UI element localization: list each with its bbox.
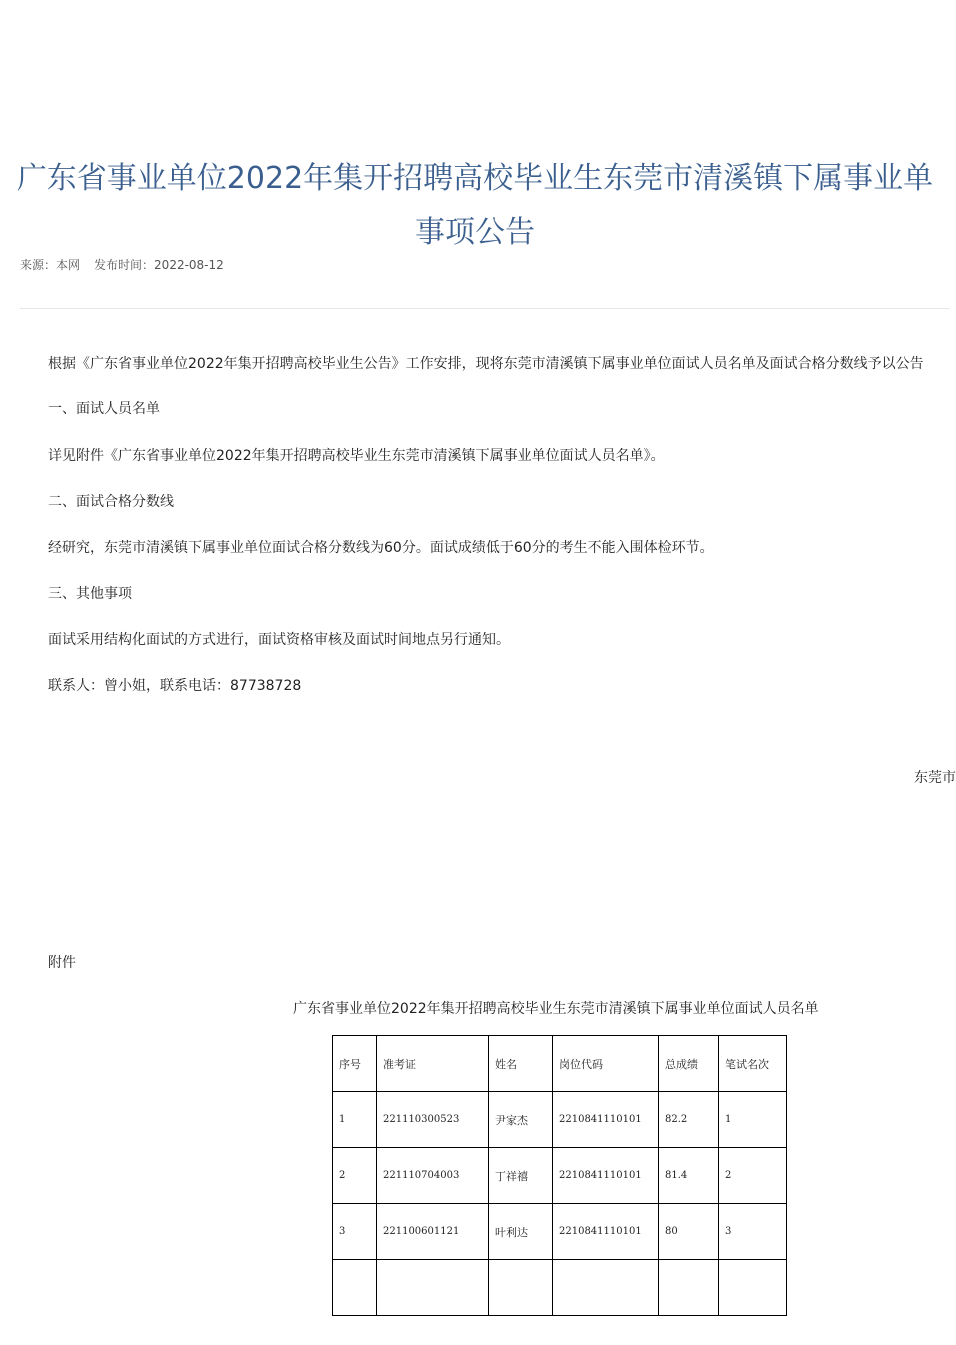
header-cell: 笔试名次 — [719, 1036, 787, 1092]
table-cell: 2 — [333, 1148, 377, 1204]
header-cell: 总成绩 — [659, 1036, 719, 1092]
table-cell: 2210841110101 — [553, 1092, 659, 1148]
table-row — [333, 1204, 787, 1260]
date-value: 2022-08-12 — [154, 258, 224, 272]
intro-paragraph: 根据《广东省事业单位2022年集开招聘高校毕业生公告》工作安排，现将东莞市清溪镇下属事业单位面试人员名单及面试合格分数线予以公告 — [48, 356, 924, 372]
table-title: 广东省事业单位2022年集开招聘高校毕业生东莞市清溪镇下属事业单位面试人员名单 — [293, 1001, 819, 1017]
header-cell: 序号 — [333, 1036, 377, 1092]
signature: 东莞市 — [914, 770, 956, 786]
roster-table — [332, 1035, 787, 1316]
table-row — [333, 1092, 787, 1148]
date-label: 发布时间： — [94, 258, 155, 272]
source-label: 来源： — [20, 258, 57, 272]
table-cell — [377, 1260, 489, 1316]
table-cell — [333, 1260, 377, 1316]
section1-text: 详见附件《广东省事业单位2022年集开招聘高校毕业生东莞市清溪镇下属事业单位面试人员名单》。 — [48, 448, 665, 464]
table-cell: 81.4 — [659, 1148, 719, 1204]
table-cell: 2 — [719, 1148, 787, 1204]
header-cell: 姓名 — [489, 1036, 553, 1092]
table-cell: 尹家杰 — [489, 1092, 553, 1148]
section1-heading: 一、面试人员名单 — [48, 401, 160, 417]
table-cell: 3 — [333, 1204, 377, 1260]
attachment-label: 附件 — [48, 955, 76, 971]
section2-text: 经研究，东莞市清溪镇下属事业单位面试合格分数线为60分。面试成绩低于60分的考生不能入围体检环节。 — [48, 540, 714, 556]
title-line-1: 广东省事业单位2022年集开招聘高校毕业生东莞市清溪镇下属事业单 — [16, 161, 934, 196]
table-cell: 1 — [333, 1092, 377, 1148]
table-cell: 丁祥禧 — [489, 1148, 553, 1204]
page-title — [0, 152, 950, 260]
title-line-2: 事项公告 — [415, 215, 535, 250]
table-cell — [719, 1260, 787, 1316]
header-cell: 准考证 — [377, 1036, 489, 1092]
table-cell: 221110300523 — [377, 1092, 489, 1148]
table-cell — [489, 1260, 553, 1316]
header-cell: 岗位代码 — [553, 1036, 659, 1092]
table-cell: 叶利达 — [489, 1204, 553, 1260]
table-cell: 221100601121 — [377, 1204, 489, 1260]
table-row — [333, 1148, 787, 1204]
table-cell: 82.2 — [659, 1092, 719, 1148]
table-cell: 1 — [719, 1092, 787, 1148]
table-header-row — [333, 1036, 787, 1092]
table-cell — [553, 1260, 659, 1316]
table-cell: 80 — [659, 1204, 719, 1260]
section2-heading: 二、面试合格分数线 — [48, 494, 174, 510]
table-cell: 221110704003 — [377, 1148, 489, 1204]
table-row — [333, 1260, 787, 1316]
section3-text: 面试采用结构化面试的方式进行，面试资格审核及面试时间地点另行通知。 — [48, 632, 510, 648]
table-cell: 3 — [719, 1204, 787, 1260]
contact-line: 联系人：曾小姐，联系电话：87738728 — [48, 678, 302, 694]
table-cell — [659, 1260, 719, 1316]
article-meta — [20, 256, 224, 273]
source-value: 本网 — [56, 258, 81, 272]
table-cell: 2210841110101 — [553, 1204, 659, 1260]
section3-heading: 三、其他事项 — [48, 586, 132, 602]
table-cell: 2210841110101 — [553, 1148, 659, 1204]
divider — [20, 308, 950, 309]
